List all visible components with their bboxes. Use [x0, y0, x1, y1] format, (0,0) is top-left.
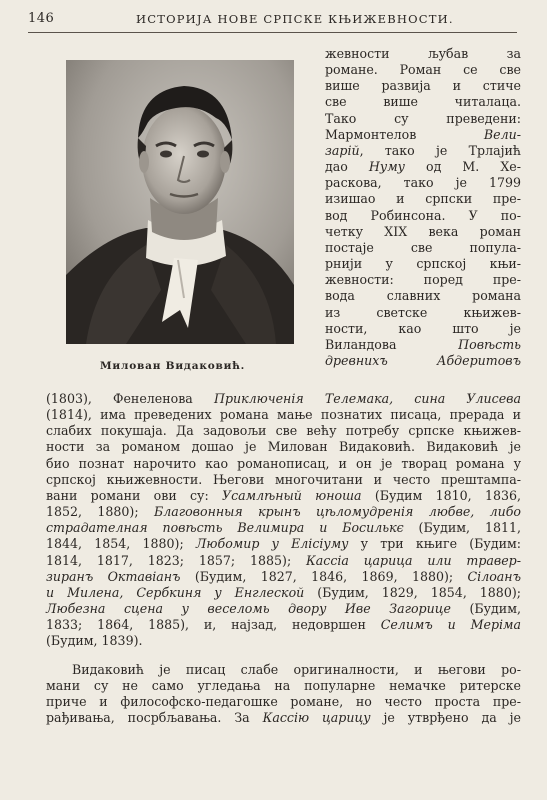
text-run: 1844, 1854, 1880);: [46, 536, 196, 552]
page-header: [28, 8, 517, 33]
text-line: [46, 617, 521, 633]
italic-title: Вели-: [483, 126, 521, 142]
text-line: [325, 62, 521, 78]
text-run: српској књижевности. Његови многочитани и често прештампа-: [46, 471, 521, 487]
text-line: [46, 585, 521, 601]
text-run: из светске књижев-: [325, 304, 521, 320]
text-run: вод Робинсона. У по-: [325, 207, 521, 223]
text-line: [325, 191, 521, 207]
text-line: [46, 569, 521, 585]
text-run: (Будим, 1829, 1854, 1880);: [304, 584, 521, 600]
text-line: [46, 678, 521, 694]
text-line: [46, 488, 521, 504]
text-line: [46, 504, 521, 520]
text-run: четку XIX века роман: [325, 223, 521, 239]
text-line: [46, 633, 521, 649]
portrait-image: [66, 60, 294, 344]
text-run: ности, као што је: [325, 320, 521, 336]
text-run: Мармонтелов: [325, 126, 484, 142]
italic-title: и Милена, Сербкиня у Енглеской: [46, 584, 305, 600]
text-run: постаје све попула-: [325, 239, 521, 255]
text-line: [325, 224, 521, 240]
italic-title: Кассіа царица или травер-: [306, 552, 521, 568]
text-run: Видаковић је писац слабе оригиналности, и његови ро-: [72, 661, 521, 677]
main-column-text: [46, 391, 521, 726]
text-run: вани романи ови су:: [46, 487, 222, 503]
text-line: [46, 710, 521, 726]
text-run: ности за романом дошао је Милован Видаковић. Видаковић је: [46, 439, 521, 455]
text-run: све више читалаца.: [325, 94, 521, 110]
text-line: [325, 353, 521, 369]
text-run: рнији у српској књи-: [325, 256, 521, 272]
text-run: 1814, 1817, 1823; 1857; 1885);: [46, 552, 307, 568]
italic-title: Любомир у Елісіуму: [195, 536, 349, 552]
text-run: Виландова: [325, 336, 459, 352]
paragraph-continued: [46, 391, 521, 650]
italic-title: зарій: [325, 142, 360, 158]
text-line: [46, 423, 521, 439]
text-run: (Будим, 1811,: [403, 520, 521, 536]
side-column-text: [325, 46, 521, 369]
portrait-engraving: [66, 60, 294, 344]
text-line: [325, 305, 521, 321]
page-number: 146: [28, 11, 55, 26]
text-run: слабих покушаја. Да задовољи све већу потребу српске књижев-: [46, 423, 521, 439]
italic-title: Усамлѣный юноша: [221, 487, 362, 503]
text-run: од М. Хе-: [404, 159, 522, 175]
text-line: [325, 321, 521, 337]
text-line: [46, 520, 521, 536]
italic-title: Повѣсть: [458, 336, 521, 352]
text-run: 1852, 1880);: [46, 504, 154, 520]
text-run: 1833; 1864, 1885), и, најзад, недовршен: [46, 617, 381, 633]
text-run: изишао и српски пре-: [325, 191, 521, 207]
text-run: (1803), Фенеленова: [46, 391, 214, 406]
italic-title: зиранъ Октавіанъ: [46, 568, 181, 584]
text-line: [46, 472, 521, 488]
text-line: [325, 240, 521, 256]
text-run: Тако су преведени:: [325, 110, 521, 126]
text-line: [46, 439, 521, 455]
text-run: мани су не само угледања на популарне немачке ритерске: [46, 677, 521, 693]
text-line: [325, 288, 521, 304]
text-line: [325, 46, 521, 62]
text-run: раскова, тако је 1799: [325, 175, 521, 191]
text-line: [46, 407, 521, 423]
portrait-caption: Милован Видаковић.: [100, 360, 246, 372]
text-line: [46, 601, 521, 617]
text-run: , тако је Трлајић: [359, 142, 521, 158]
italic-title: древнихъ Абдеритовъ: [325, 352, 521, 368]
text-run: рађивања, посрбљавања. За: [46, 709, 263, 725]
italic-title: Любезна сцена у веселомь двору Иве Загорице: [46, 601, 451, 617]
text-line: [325, 78, 521, 94]
text-run: (1814), има преведених романа мање познатих писаца, прерада и: [46, 407, 521, 423]
italic-title: Благовонныя крынъ цѣломудренія любве, либо: [153, 504, 521, 520]
text-run: (Будим, 1827, 1846, 1869, 1880);: [180, 568, 468, 584]
running-title: ИСТОРИЈА НОВЕ СРПСКЕ КЊИЖЕВНОСТИ.: [136, 12, 454, 26]
text-line: [325, 256, 521, 272]
text-line: [325, 94, 521, 110]
italic-title: Селимъ и Меріма: [380, 617, 521, 633]
text-run: (Будим,: [450, 601, 521, 617]
text-line: [325, 111, 521, 127]
text-line: [46, 391, 521, 407]
paragraph-vidakovic: [46, 662, 521, 727]
text-run: дао: [325, 159, 369, 175]
text-line: [46, 456, 521, 472]
italic-title: Приключенія Телемака, сина Улисева: [213, 391, 521, 406]
text-line: [46, 553, 521, 569]
text-line: [46, 536, 521, 552]
italic-title: Нуму: [368, 159, 405, 175]
text-line: [46, 694, 521, 710]
italic-title: страдателная повѣсть Велимира и Босилькє: [46, 520, 404, 536]
text-run: више развија и стиче: [325, 78, 521, 94]
text-line: [325, 208, 521, 224]
text-line: [325, 127, 521, 143]
text-run: романе. Роман се све: [325, 62, 521, 78]
text-line: [46, 662, 521, 678]
text-run: био познат нарочито као романописац, и он је творац романа у: [46, 455, 521, 471]
text-run: у три књиге (Будим:: [348, 536, 522, 552]
text-line: [325, 337, 521, 353]
text-run: жевности: поред пре-: [325, 272, 521, 288]
text-line: [325, 272, 521, 288]
text-run: је утврђено да је: [370, 709, 521, 725]
text-run: (Будим, 1839).: [46, 633, 143, 649]
text-run: вода славних романа: [325, 288, 521, 304]
text-run: жевности љубав за: [325, 46, 521, 61]
italic-title: Сілоанъ: [467, 568, 521, 584]
text-line: [325, 175, 521, 191]
text-line: [325, 159, 521, 175]
italic-title: Кассію царицу: [262, 709, 371, 725]
text-line: [325, 143, 521, 159]
text-run: приче и философско-педагошке романе, но често проста пре-: [46, 693, 521, 709]
text-run: (Будим 1810, 1836,: [361, 487, 521, 503]
